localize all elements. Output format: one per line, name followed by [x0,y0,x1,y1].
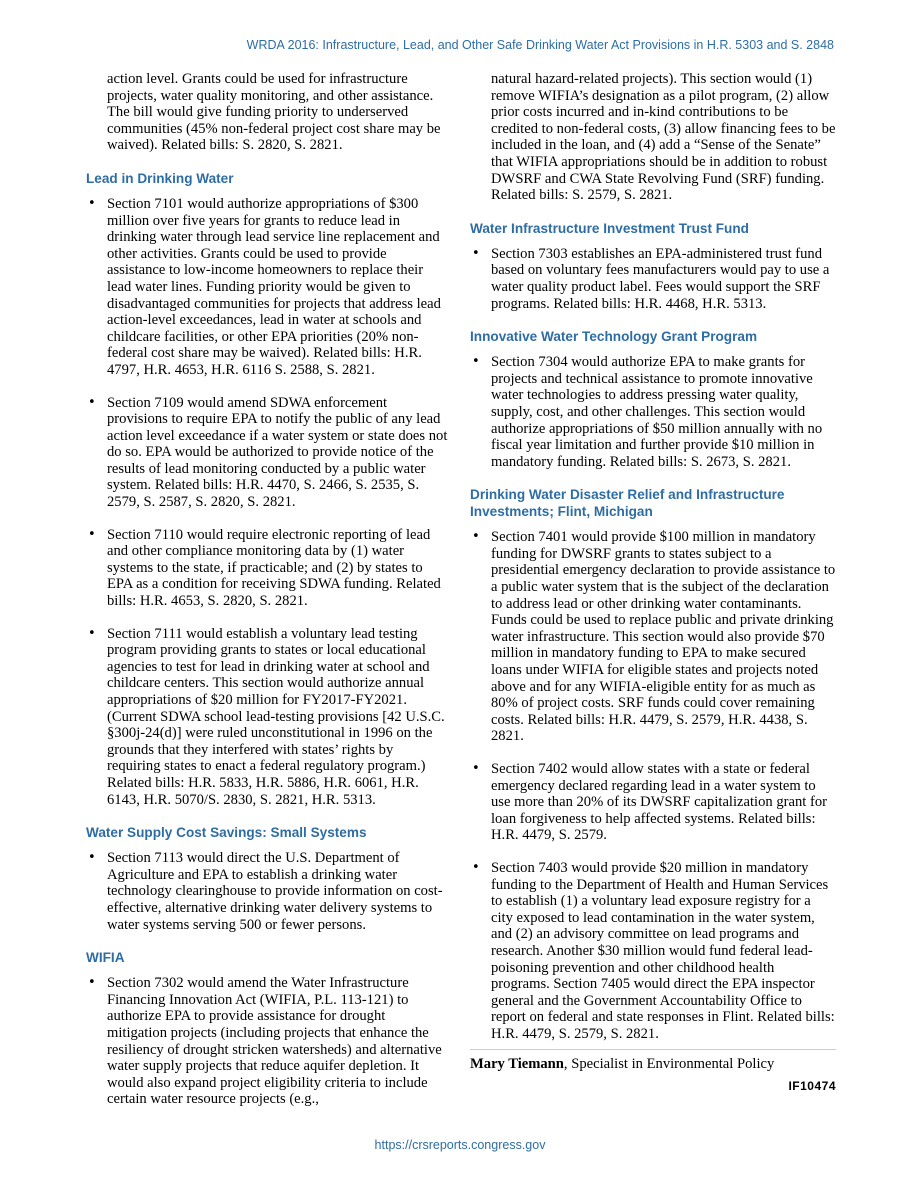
author-divider [470,1049,836,1050]
section-heading-innovative-tech: Innovative Water Technology Grant Program [470,329,758,345]
section-heading-lead: Lead in Drinking Water [86,170,234,186]
bullet-item: • Section 7401 would provide $100 million in mandatory funding for DWSRF grants to states subject to a presidential emergency declaration to provide assistance to a public water system that is the subject of the declaration to address lead or other drinking water contaminants. Funds could be used to replace public and private drinking water infrastructure. This section would also provide $70 million in mandatory funding to EPA to make secured loans under WIFIA for eligible states and projects noted above and for any WIFIA-eligible entity for as much as 80% of project costs. SRF funds could cover remaining costs. Related bills: H.R. 4479, S. 2579, H.R. 4438, S. 2821. [470,529,836,745]
bullet-item: • Section 7402 would allow states with a state or federal emergency declared regarding lead in a water system to use more than 20% of its DWSRF capitalization grant for loan forgiveness to help affected systems. Related bills: H.R. 4479, S. 2579. [470,761,836,844]
section-heading-trust-fund: Water Infrastructure Investment Trust Fund [470,220,749,236]
bullet-list-innovative-tech [470,354,836,470]
product-id: IF10474 [788,1079,836,1094]
bullet-item: • Section 7110 would require electronic reporting of lead and other compliance monitoring data by (1) water systems to the state, if practicable; and (2) by states to EPA as a condition for receiving SDWA funding. Related bills: H.R. 4653, S. 2820, S. 2821. [86,527,448,610]
bullet-list-wifia [86,975,448,1108]
section-heading-wifia: WIFIA [86,950,125,966]
section-heading-small-systems: Water Supply Cost Savings: Small Systems [86,825,367,841]
bullet-item: • Section 7304 would authorize EPA to make grants for projects and technical assistance to promote innovative water technologies to address pressing water quality, supply, cost, and other challenges. This section would authorize appropriations of $50 million annually with no fiscal year limitation and further provide $10 million in mandatory funding. Related bills: S. 2673, S. 2821. [470,354,836,470]
bullet-list-trust-fund [470,246,836,312]
continued-paragraph: natural hazard-related projects). This section would (1) remove WIFIA’s designation as a pilot program, (2) allow prior costs incurred and in-kind contributions to be credited to non-federal costs, (3) allow financing fees to be included in the loan, and (4) add a “Sense of the Senate” that WIFIA appropriations should be in addition to robust DWSRF and CWA State Revolving Fund (SRF) funding. Related bills: S. 2579, S. 2821. [491,71,836,204]
running-header: WRDA 2016: Infrastructure, Lead, and Other Safe Drinking Water Act Provisions in H.R. 5303 and S. 2848 [246,38,834,52]
bullet-item: • Section 7403 would provide $20 million in mandatory funding to the Department of Health and Human Services to establish (1) a voluntary lead exposure registry for a city exposed to lead contamination in the water system, and (2) an advisory committee on lead programs and research. Another $30 million would fund federal lead-poisoning prevention and other childhood health programs. Section 7405 would direct the EPA inspector general and the Government Accountability Office to report on federal and state responses in Flint. Related bills: H.R. 4479, S. 2579, S. 2821. [470,860,836,1043]
author-line [470,1056,836,1073]
left-column [86,71,448,1108]
section-heading-disaster-relief: Drinking Water Disaster Relief and Infrastructure Investments; Flint, Michigan [470,487,785,520]
bullet-item: • Section 7113 would direct the U.S. Department of Agriculture and EPA to establish a drinking water technology clearinghouse to provide information on cost-effective, alternative drinking water delivery systems to water systems serving 500 or fewer persons. [86,850,448,933]
continued-paragraph: action level. Grants could be used for infrastructure projects, water quality monitoring, and other assistance. The bill would give funding priority to underserved communities (45% non-federal project cost share may be waived). Related bills: S. 2820, S. 2821. [107,71,441,154]
right-column [470,71,836,1095]
bullet-list-small-systems [86,850,448,933]
bullet-list-disaster-relief [470,529,836,1042]
bullet-item: • Section 7302 would amend the Water Infrastructure Financing Innovation Act (WIFIA, P.L. 113-121) to authorize EPA to provide assistance for drought mitigation projects (including projects that enhance the resiliency of drought stricken watersheds) and alternative water supply projects that reduce aquifer depletion. It would also expand project eligibility criteria to include certain water resource projects (e.g., [86,975,448,1108]
bullet-item: • Section 7101 would authorize appropriations of $300 million over five years for grants to reduce lead in drinking water through lead service line replacement and other activities. Grants could be used to provide assistance to low-income homeowners to replace their lead water lines. Funding priority would be given to disadvantaged communities for projects that address lead action-level exceedances, lead in water at schools and childcare facilities, or other EPA priorities (20% non-federal cost share may be waived). Related bills: H.R. 4797, H.R. 4653, H.R. 6116 S. 2588, S. 2821. [86,196,448,379]
author-name: Mary Tiemann [470,1055,564,1072]
footer-url[interactable]: https://crsreports.congress.gov [374,1138,546,1152]
bullet-item: • Section 7303 establishes an EPA-administered trust fund based on voluntary fees manufacturers would pay to use a water quality product label. Fees would support the SRF programs. Related bills: H.R. 4468, H.R. 5313. [470,246,836,312]
author-title: , Specialist in Environmental Policy [563,1055,775,1072]
bullet-item: • Section 7109 would amend SDWA enforcement provisions to require EPA to notify the public of any lead action level exceedance if a water system or state does not do so. EPA would be authorized to provide notice of the results of lead monitoring conducted by a public water system. Related bills: H.R. 4470, S. 2466, S. 2535, S. 2579, S. 2587, S. 2820, S. 2821. [86,395,448,511]
bullet-list-lead [86,196,448,808]
bullet-item: • Section 7111 would establish a voluntary lead testing program providing grants to states or local educational agencies to test for lead in drinking water at school and childcare centers. This section would authorize annual appropriations of $20 million for FY2017-FY2021. (Current SDWA school lead-testing provisions [42 U.S.C. §300j-24(d)] were ruled unconstitutional in 1996 on the grounds that they interfered with states’ rights by requiring states to enact a federal regulatory program.) Related bills: H.R. 5833, H.R. 5886, H.R. 6061, H.R. 6143, H.R. 5070/S. 2830, S. 2821, H.R. 5313. [86,626,448,809]
